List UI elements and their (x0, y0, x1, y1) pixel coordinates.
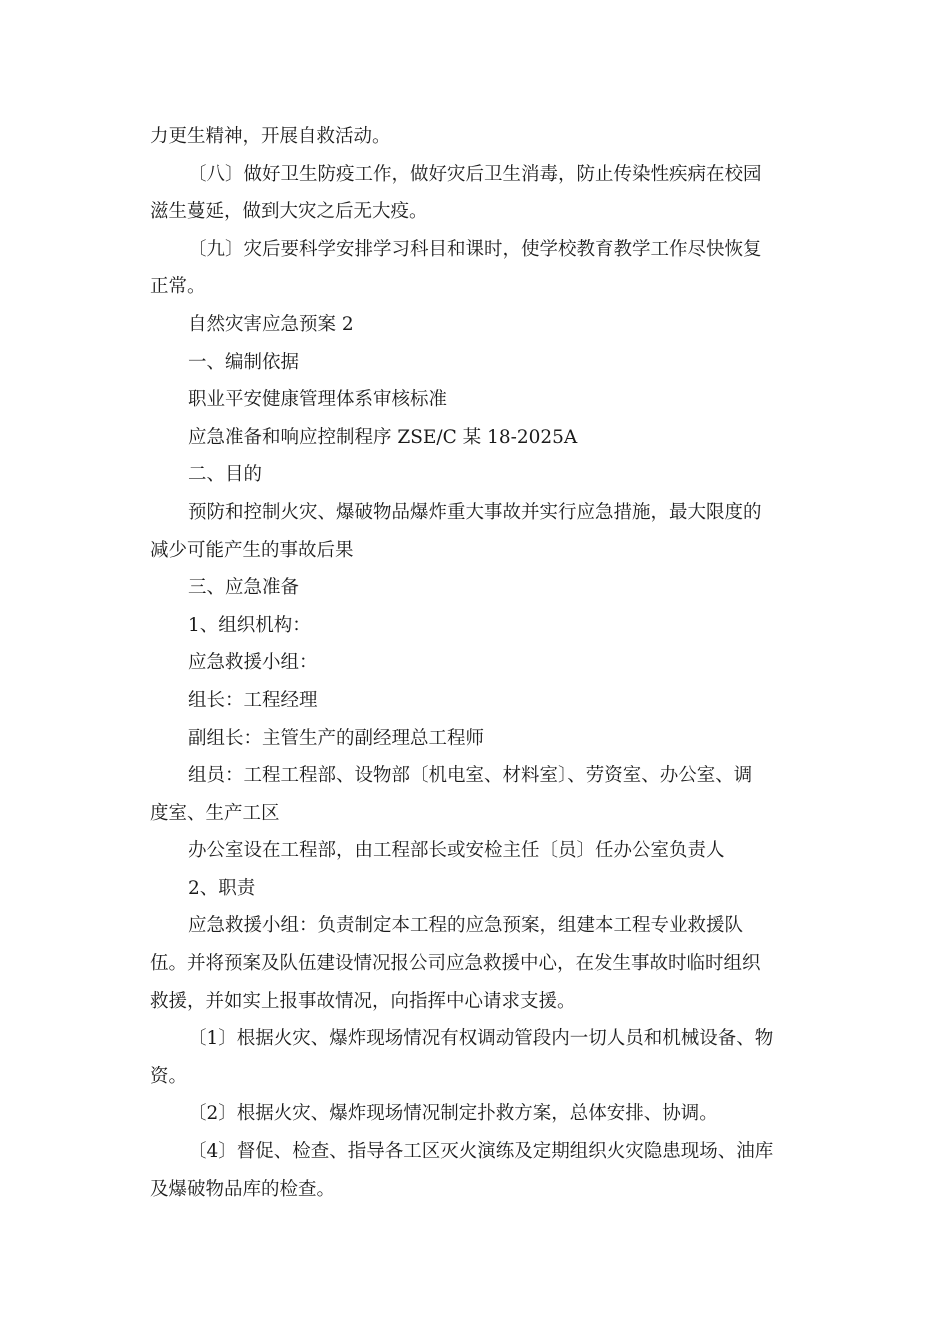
heading: 一、编制依据 (188, 351, 300, 373)
section-title: 自然灾害应急预案 2 (188, 313, 354, 335)
paragraph-line: 正常。 (150, 276, 206, 298)
paragraph-line: 〔2〕根据火灾、爆炸现场情况制定扑救方案，总体安排、协调。 (188, 1103, 718, 1125)
paragraph-line: 及爆破物品库的检查。 (150, 1178, 336, 1200)
paragraph-line: 〔1〕根据火灾、爆炸现场情况有权调动管段内一切人员和机械设备、物 (188, 1028, 774, 1050)
paragraph-line: 度室、生产工区 (150, 802, 280, 824)
paragraph-line: 〔九〕灾后要科学安排学习科目和课时，使学校教育教学工作尽快恢复 (188, 238, 762, 260)
paragraph-line: 伍。并将预案及队伍建设情况报公司应急救援中心，在发生事故时临时组织 (150, 953, 761, 975)
paragraph-line: 1、组织机构： (188, 614, 311, 636)
paragraph-line: 〔八〕做好卫生防疫工作，做好灾后卫生消毒，防止传染性疾病在校园 (188, 163, 762, 185)
paragraph-line: 2、职责 (188, 877, 256, 899)
paragraph-line: 〔4〕督促、检查、指导各工区灭火演练及定期组织火灾隐患现场、油库 (188, 1141, 774, 1163)
paragraph-line: 副组长：主管生产的副经理总工程师 (188, 727, 485, 749)
paragraph-line: 滋生蔓延，做到大灾之后无大疫。 (150, 201, 428, 223)
paragraph-line: 资。 (150, 1065, 188, 1087)
heading: 二、目的 (188, 464, 263, 486)
paragraph-line: 办公室设在工程部，由工程部长或安检主任〔员〕任办公室负责人 (188, 840, 725, 862)
paragraph-line: 减少可能产生的事故后果 (150, 539, 354, 561)
paragraph-line: 职业平安健康管理体系审核标准 (188, 389, 448, 411)
paragraph-line: 应急救援小组： (188, 652, 318, 674)
paragraph-line: 救援，并如实上报事故情况，向指挥中心请求支援。 (150, 990, 576, 1012)
paragraph-line: 组员：工程工程部、设物部〔机电室、材料室〕、劳资室、办公室、调 (188, 765, 753, 787)
paragraph-line: 力更生精神，开展自救活动。 (150, 126, 391, 147)
heading: 三、应急准备 (188, 577, 300, 599)
paragraph-line: 应急救援小组：负责制定本工程的应急预案，组建本工程专业救援队 (188, 915, 744, 937)
paragraph-line: 组长：工程经理 (188, 689, 318, 711)
paragraph-line: 应急准备和响应控制程序 ZSE/C 某 18-2025A (188, 426, 578, 448)
document-page (150, 118, 800, 1208)
paragraph-line: 预防和控制火灾、爆破物品爆炸重大事故并实行应急措施，最大限度的 (188, 501, 762, 523)
